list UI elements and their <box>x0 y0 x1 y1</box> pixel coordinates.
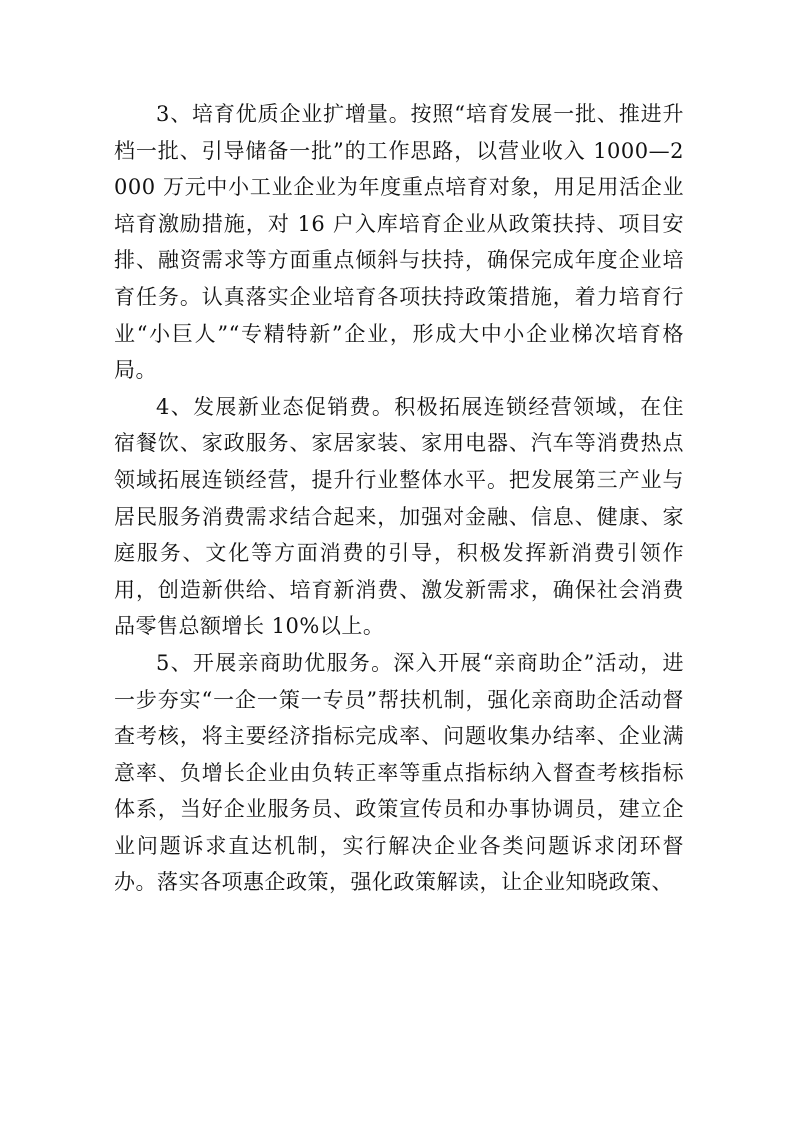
document-body <box>114 96 684 901</box>
paragraph-promote-consumption: 4、发展新业态促销费。积极拓展连锁经营领域，在住宿餐饮、家政服务、家居家装、家用电器、汽车等消费热点领域拓展连锁经营，提升行业整体水平。把发展第三产业与居民服务消费需求结合起来，加强对金融、信息、健康、家庭服务、文化等方面消费的引导，积极发挥新消费引领作用，创造新供给、培育新消费、激发新需求，确保社会消费品零售总额增长 10%以上。 <box>114 394 684 639</box>
paragraph-cultivate-enterprises: 3、培育优质企业扩增量。按照“培育发展一批、推进升档一批、引导储备一批”的工作思路，以营业收入 1000—2000 万元中小工业企业为年度重点培育对象，用足用活企业培育激励措施，对 16 户入库培育企业从政策扶持、项目安排、融资需求等方面重点倾斜与扶持，确保完成年度企业培育任务。认真落实企业培育各项扶持政策措施，着力培育行业“小巨人”“专精特新”企业，形成大中小企业梯次培育格局。 <box>114 102 684 383</box>
paragraph-business-services: 5、开展亲商助优服务。深入开展“亲商助企”活动，进一步夯实“一企一策一专员”帮扶机制，强化亲商助企活动督查考核，将主要经济指标完成率、问题收集办结率、企业满意率、负增长企业由负转正率等重点指标纳入督查考核指标体系，当好企业服务员、政策宣传员和办事协调员，建立企业问题诉求直达机制，实行解决企业各类问题诉求闭环督办。落实各项惠企政策，强化政策解读，让企业知晓政策、 <box>114 650 684 895</box>
